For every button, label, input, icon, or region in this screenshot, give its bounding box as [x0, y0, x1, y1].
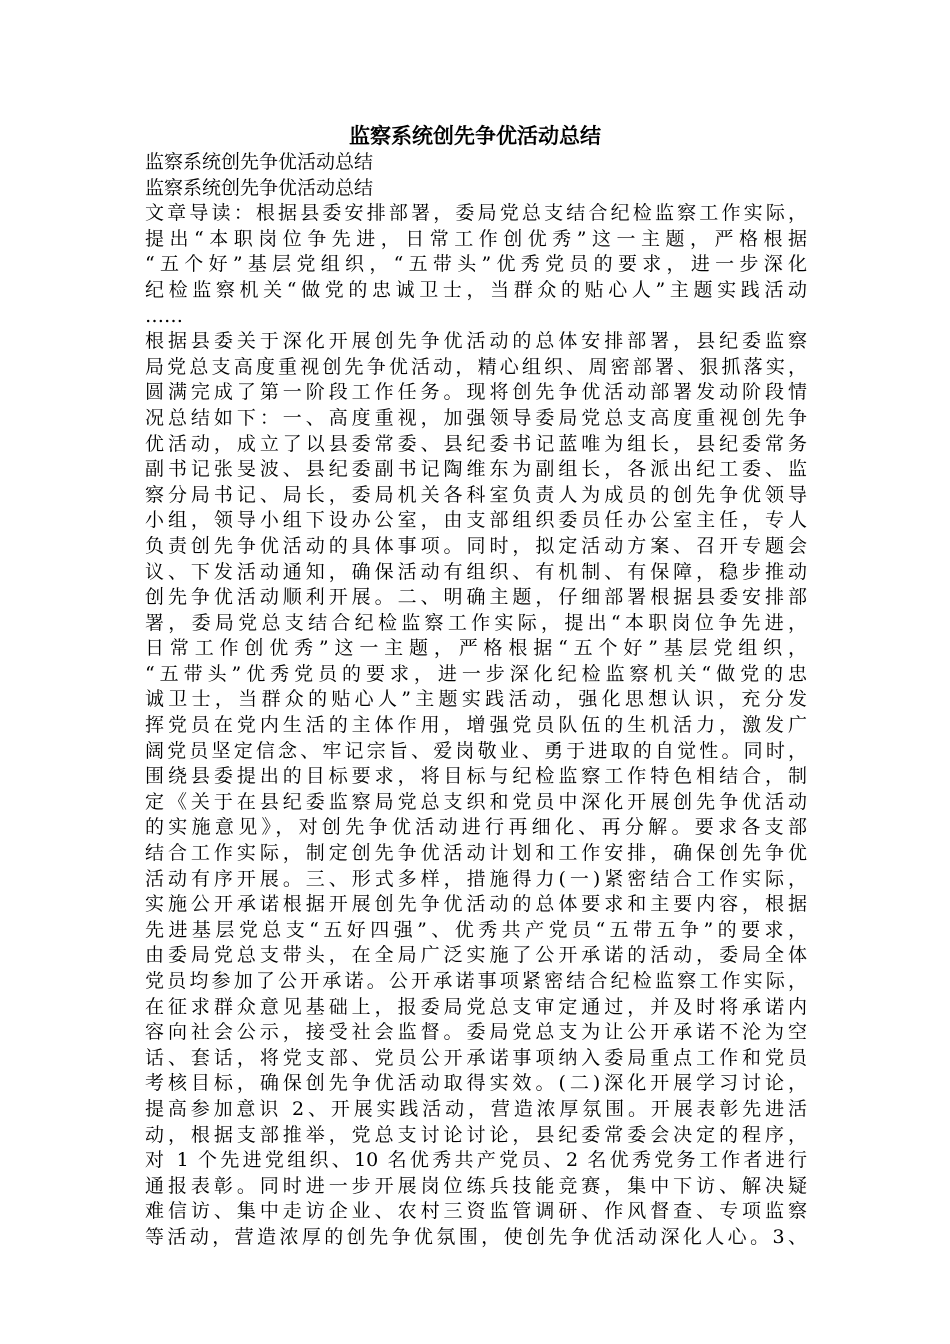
text-line: 话、套话，将党支部、党员公开承诺事项纳入委局重点工作和党员: [145, 1046, 807, 1069]
text-line: 局党总支高度重视创先争优活动，精心组织、周密部署、狠抓落实，: [145, 355, 807, 378]
text-line: 容向社会公示，接受社会监督。委局党总支为让公开承诺不沦为空: [145, 1021, 807, 1044]
text-line: 等活动，营造浓厚的创先争优氛围，使创先争优活动深化人心。3、: [145, 1225, 807, 1248]
text-line: 监察系统创先争优活动总结: [145, 151, 374, 173]
text-line: 由委局党总支带头，在全局广泛实施了公开承诺的活动，委局全体: [145, 944, 807, 967]
text-line: 阔党员坚定信念、牢记宗旨、爱岗敬业、勇于进取的自觉性。同时，: [145, 739, 807, 762]
text-line: 对 1 个先进党组织、10 名优秀共产党员、2 名优秀党务工作者进行: [145, 1149, 807, 1172]
text-line: 小组，领导小组下设办公室，由支部组织委员任办公室主任，专人: [145, 509, 807, 532]
text-line: 议、下发活动通知，确保活动有组织、有机制、有保障，稳步推动: [145, 560, 807, 583]
text-line: 难信访、集中走访企业、农村三资监管调研、作风督查、专项监察: [145, 1200, 807, 1223]
text-line: “五个好”基层党组织，“五带头”优秀党员的要求，进一步深化: [145, 253, 807, 276]
text-line: 纪检监察机关“做党的忠诚卫士，当群众的贴心人”主题实践活动: [145, 278, 807, 301]
text-line: 实施公开承诺根据开展创先争优活动的总体要求和主要内容，根据: [145, 893, 807, 916]
text-line: 先进基层党总支“五好四强”、优秀共产党员“五带五争”的要求，: [145, 918, 807, 941]
document-body: [145, 150, 807, 1251]
text-line: 署，委局党总支结合纪检监察工作实际，提出“本职岗位争先进，: [145, 611, 807, 634]
text-line: 挥党员在党内生活的主体作用，增强党员队伍的生机活力，激发广: [145, 714, 807, 737]
text-line: 日常工作创优秀”这一主题，严格根据“五个好”基层党组织，: [145, 637, 807, 660]
text-line: 在征求群众意见基础上，报委局党总支审定通过，并及时将承诺内: [145, 995, 807, 1018]
text-line: 诚卫士，当群众的贴心人”主题实践活动，强化思想认识，充分发: [145, 688, 807, 711]
text-line: 通报表彰。同时进一步开展岗位练兵技能竞赛，集中下访、解决疑: [145, 1174, 807, 1197]
text-line: 结合工作实际，制定创先争优活动计划和工作安排，确保创先争优: [145, 842, 807, 865]
text-line: 况总结如下：一、高度重视，加强领导委局党总支高度重视创先争: [145, 406, 807, 429]
text-line: 提出“本职岗位争先进，日常工作创优秀”这一主题，严格根据: [145, 227, 807, 250]
text-line: 党员均参加了公开承诺。公开承诺事项紧密结合纪检监察工作实际，: [145, 970, 807, 992]
text-line: 文章导读：根据县委安排部署，委局党总支结合纪检监察工作实际，: [145, 202, 807, 225]
text-line: ……: [145, 304, 183, 327]
text-line: 定《关于在县纪委监察局党总支织和党员中深化开展创先争优活动: [145, 790, 807, 813]
text-line: 优活动，成立了以县委常委、县纪委书记蓝唯为组长，县纪委常务: [145, 432, 807, 455]
text-line: 动，根据支部推举，党总支讨论讨论，县纪委常委会决定的程序，: [145, 1123, 807, 1146]
text-line: “五带头”优秀党员的要求，进一步深化纪检监察机关“做党的忠: [145, 662, 807, 685]
text-line: 活动有序开展。三、形式多样，措施得力(一)紧密结合工作实际，: [145, 867, 807, 890]
text-line: 围绕县委提出的目标要求，将目标与纪检监察工作特色相结合，制: [145, 765, 807, 788]
text-line: 创先争优活动顺利开展。二、明确主题，仔细部署根据县委安排部: [145, 586, 807, 609]
text-line: 察分局书记、局长，委局机关各科室负责人为成员的创先争优领导: [145, 483, 807, 506]
text-line: 的实施意见》，对创先争优活动进行再细化、再分解。要求各支部: [145, 816, 807, 839]
document-title: 监察系统创先争优活动总结: [349, 124, 601, 148]
text-line: 根据县委关于深化开展创先争优活动的总体安排部署，县纪委监察: [145, 330, 807, 353]
text-line: 负责创先争优活动的具体事项。同时，拟定活动方案、召开专题会: [145, 534, 807, 557]
text-line: 提高参加意识 2、开展实践活动，营造浓厚氛围。开展表彰先进活: [145, 1097, 807, 1120]
text-line: 副书记张旻波、县纪委副书记陶维东为副组长，各派出纪工委、监: [145, 458, 807, 481]
text-line: 考核目标，确保创先争优活动取得实效。(二)深化开展学习讨论，: [145, 1072, 807, 1095]
text-line: 圆满完成了第一阶段工作任务。现将创先争优活动部署发动阶段情: [145, 381, 807, 404]
text-line: 监察系统创先争优活动总结: [145, 176, 374, 199]
